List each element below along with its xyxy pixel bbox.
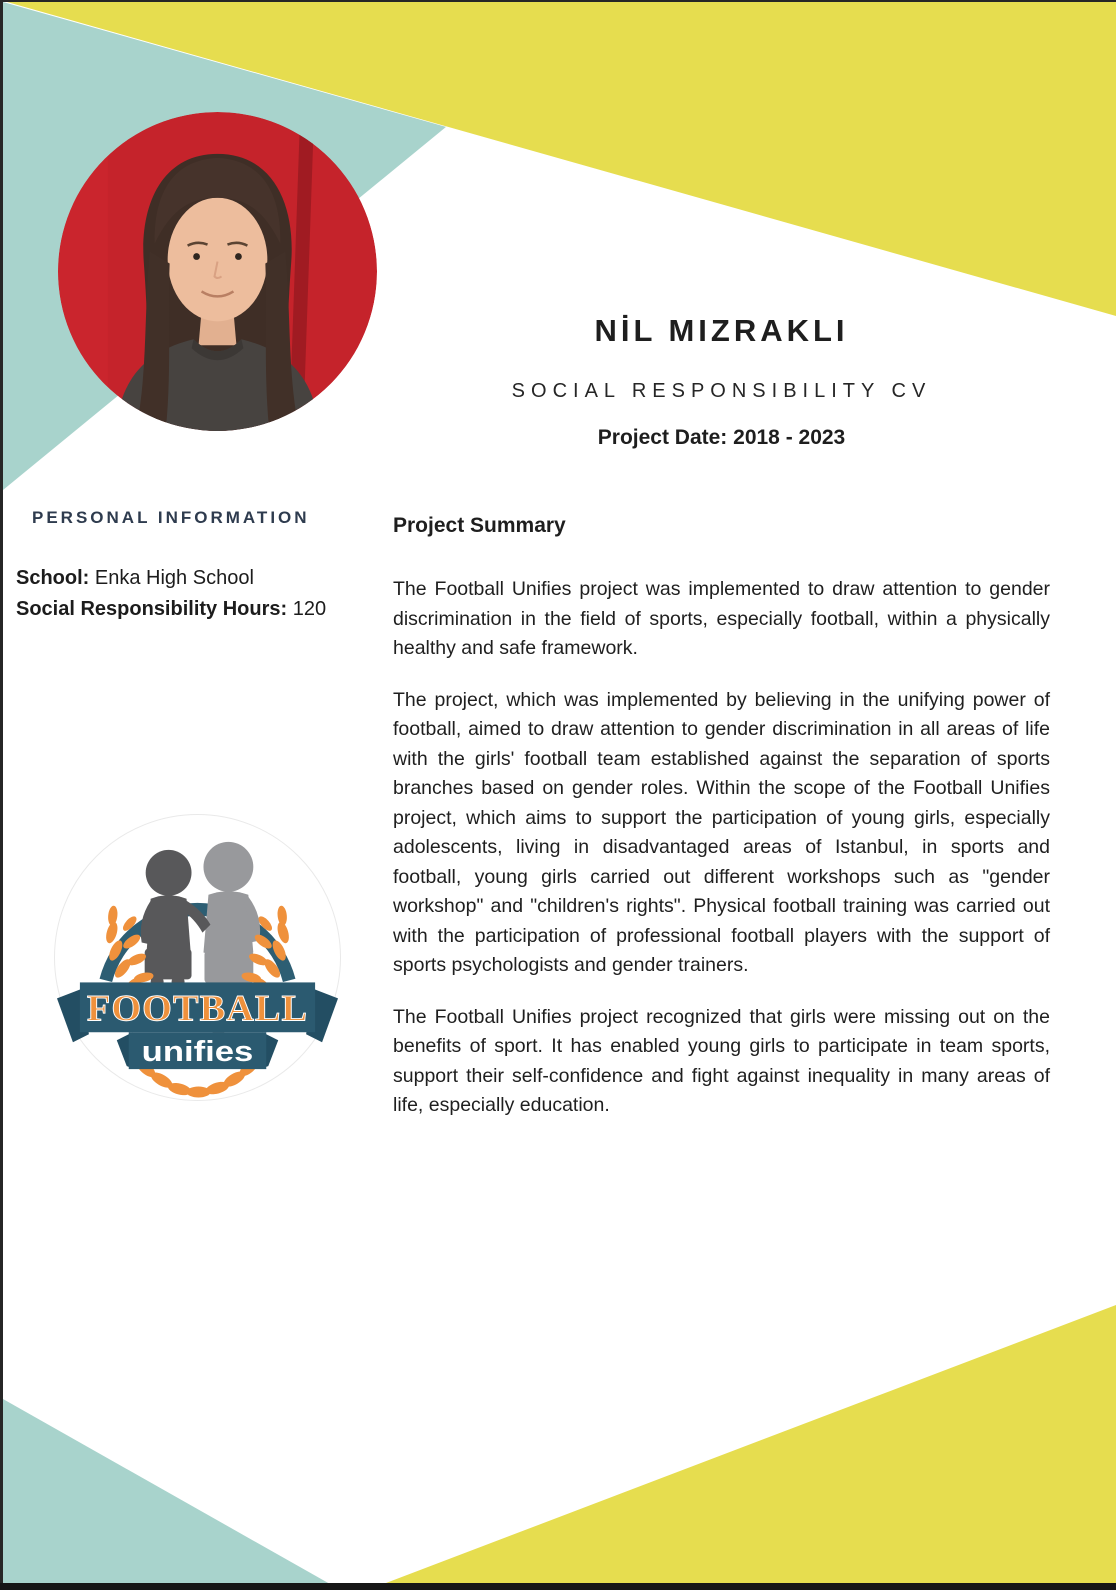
project-date: Project Date: 2018 - 2023 — [597, 425, 846, 449]
school-label: School: — [16, 567, 90, 590]
project-summary-section — [393, 513, 1050, 1143]
profile-photo-illustration — [58, 112, 377, 431]
logo-unifies-text: unifies — [141, 1036, 254, 1069]
hours-label: Social Responsibility Hours: — [16, 598, 288, 621]
personal-information-heading: PERSONAL INFORMATION — [32, 508, 310, 527]
project-summary-heading: Project Summary — [393, 514, 566, 537]
football-unifies-logo — [53, 813, 342, 1102]
personal-information-section — [16, 507, 391, 625]
hours-line — [16, 594, 391, 625]
logo-football-text: FOOTBALL — [86, 987, 309, 1029]
football-unifies-logo-graphic — [53, 813, 342, 1102]
school-value: Enka High School — [94, 567, 254, 590]
project-summary-paragraph-3: The Football Unifies project recognized that girls were missing out on the benefits of sport. It has enabled young girls to participate in team sports, support their self-confidence and fight against inequality in many areas of life, especially education. — [393, 1005, 1050, 1117]
profile-photo — [58, 112, 377, 431]
teal-triangle-bottom-left — [3, 1399, 330, 1584]
person-name: NİL MIZRAKLI — [594, 313, 849, 348]
yellow-triangle-bottom-right — [386, 1305, 1116, 1583]
header — [393, 312, 1050, 450]
page-edge-top — [0, 0, 1116, 2]
page-edge-left — [0, 0, 3, 1590]
cv-subtitle: SOCIAL RESPONSIBILITY CV — [511, 379, 932, 402]
hours-value: 120 — [292, 598, 327, 621]
project-summary-paragraph-2: The project, which was implemented by believing in the unifying power of football, aimed to draw attention to gender discrimination in all areas of life with the girls' football team established against the separation of sports branches based on gender roles. Within the scope of the Football Unifies project, which aims to support the participation of young girls, especially adolescents, living in disadvantaged areas of Istanbul, in sports and football, young girls carried out different workshops such as "gender workshop" and "children's rights". Physical football training was carried out with the participation of professional football players with the support of sports psychologists and gender trainers. — [393, 688, 1050, 977]
page-edge-bottom — [0, 1583, 1116, 1590]
school-line — [16, 563, 391, 594]
project-summary-paragraph-1: The Football Unifies project was implemented to draw attention to gender discrimination in the field of sports, especially football, within a physically healthy and safe framework. — [393, 578, 1050, 660]
